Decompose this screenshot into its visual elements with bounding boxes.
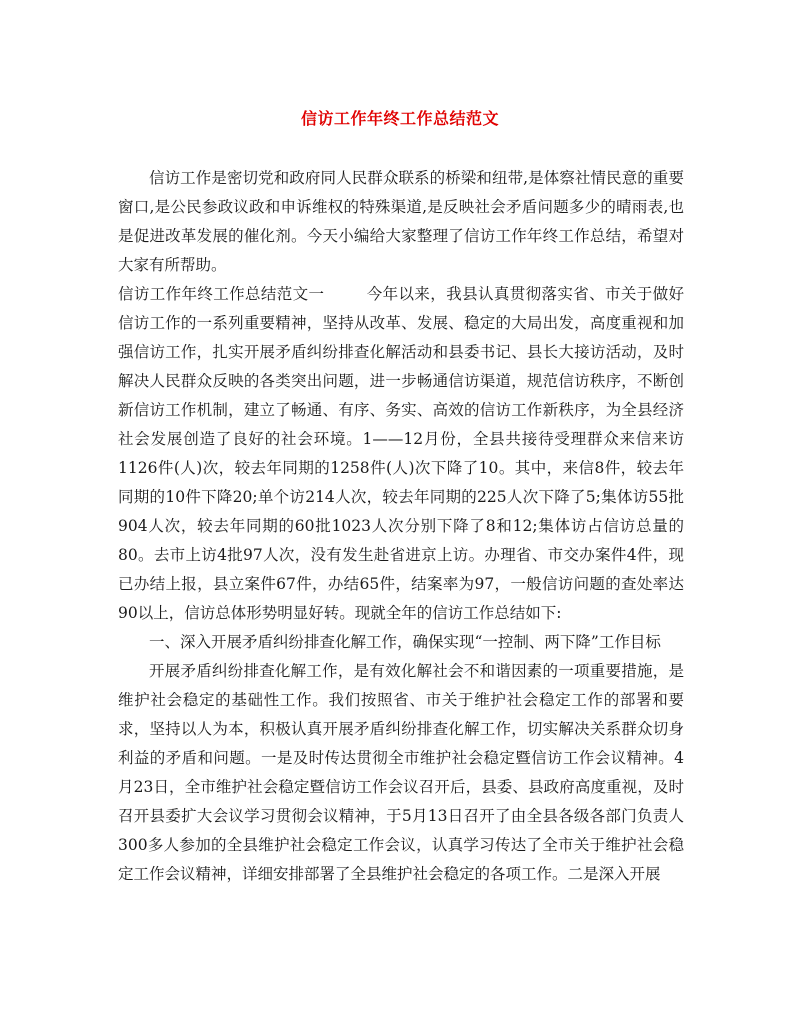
section-one-paragraph [118, 280, 684, 628]
section-body: 今年以来，我县认真贯彻落实省、市关于做好信访工作的一系列重要精神，坚持从改革、发展、稳定的大局出发，高度重视和加强信访工作，扎实开展矛盾纠纷排查化解活动和县委书记、县长大接访活动，及时解决人民群众反映的各类突出问题，进一步畅通信访渠道，规范信访秩序，不断创新信访工作机制，建立了畅通、有序、务实、高效的信访工作新秩序，为全县经济社会发展创造了良好的社会环境。1——12月份，全县共接待受理群众来信来访1126件(人)次，较去年同期的1258件(人)次下降了10。其中，来信8件，较去年同期的10件下降20;单个访214人次，较去年同期的225人次下降了5;集体访55批904人次，较去年同期的60批1023人次分别下降了8和12;集体访占信访总量的80。去市上访4批97人次，没有发生赴省进京上访。办理省、市交办案件4件，现已办结上报，县立案件67件，办结65件，结案率为97，一般信访问题的查处率达90以上，信访总体形势明显好转。现就全年的信访工作总结如下: [118, 285, 684, 622]
document-title: 信访工作年终工作总结范文 [300, 109, 499, 128]
paragraph-one: 开展矛盾纠纷排查化解工作，是有效化解社会不和谐因素的一项重要措施，是维护社会稳定的基础性工作。我们按照省、市关于维护社会稳定工作的部署和要求，坚持以人为本，积极认真开展矛盾纠纷排查化解工作，切实解决关系群众切身利益的矛盾和问题。一是及时传达贯彻全市维护社会稳定暨信访工作会议精神。4月23日，全市维护社会稳定暨信访工作会议召开后，县委、县政府高度重视，及时召开县委扩大会议学习贯彻会议精神，于5月13日召开了由全县各级各部门负责人300多人参加的全县维护社会稳定工作会议，认真学习传达了全市关于维护社会稳定工作会议精神，详细安排部署了全县维护社会稳定的各项工作。二是深入开展 [118, 662, 684, 883]
section-heading: 信访工作年终工作总结范文一 [118, 285, 325, 303]
heading-one: 一、深入开展矛盾纠纷排查化解工作，确保实现“一控制、两下降”工作目标 [149, 633, 661, 651]
intro-paragraph: 信访工作是密切党和政府同人民群众联系的桥梁和纽带,是体察社情民意的重要窗口,是公民参政议政和申诉维权的特殊渠道,是反映社会矛盾问题多少的晴雨表,也是促进改革发展的催化剂。今天小编给大家整理了信访工作年终工作总结，希望对大家有所帮助。 [118, 169, 684, 274]
document-body [118, 164, 684, 889]
